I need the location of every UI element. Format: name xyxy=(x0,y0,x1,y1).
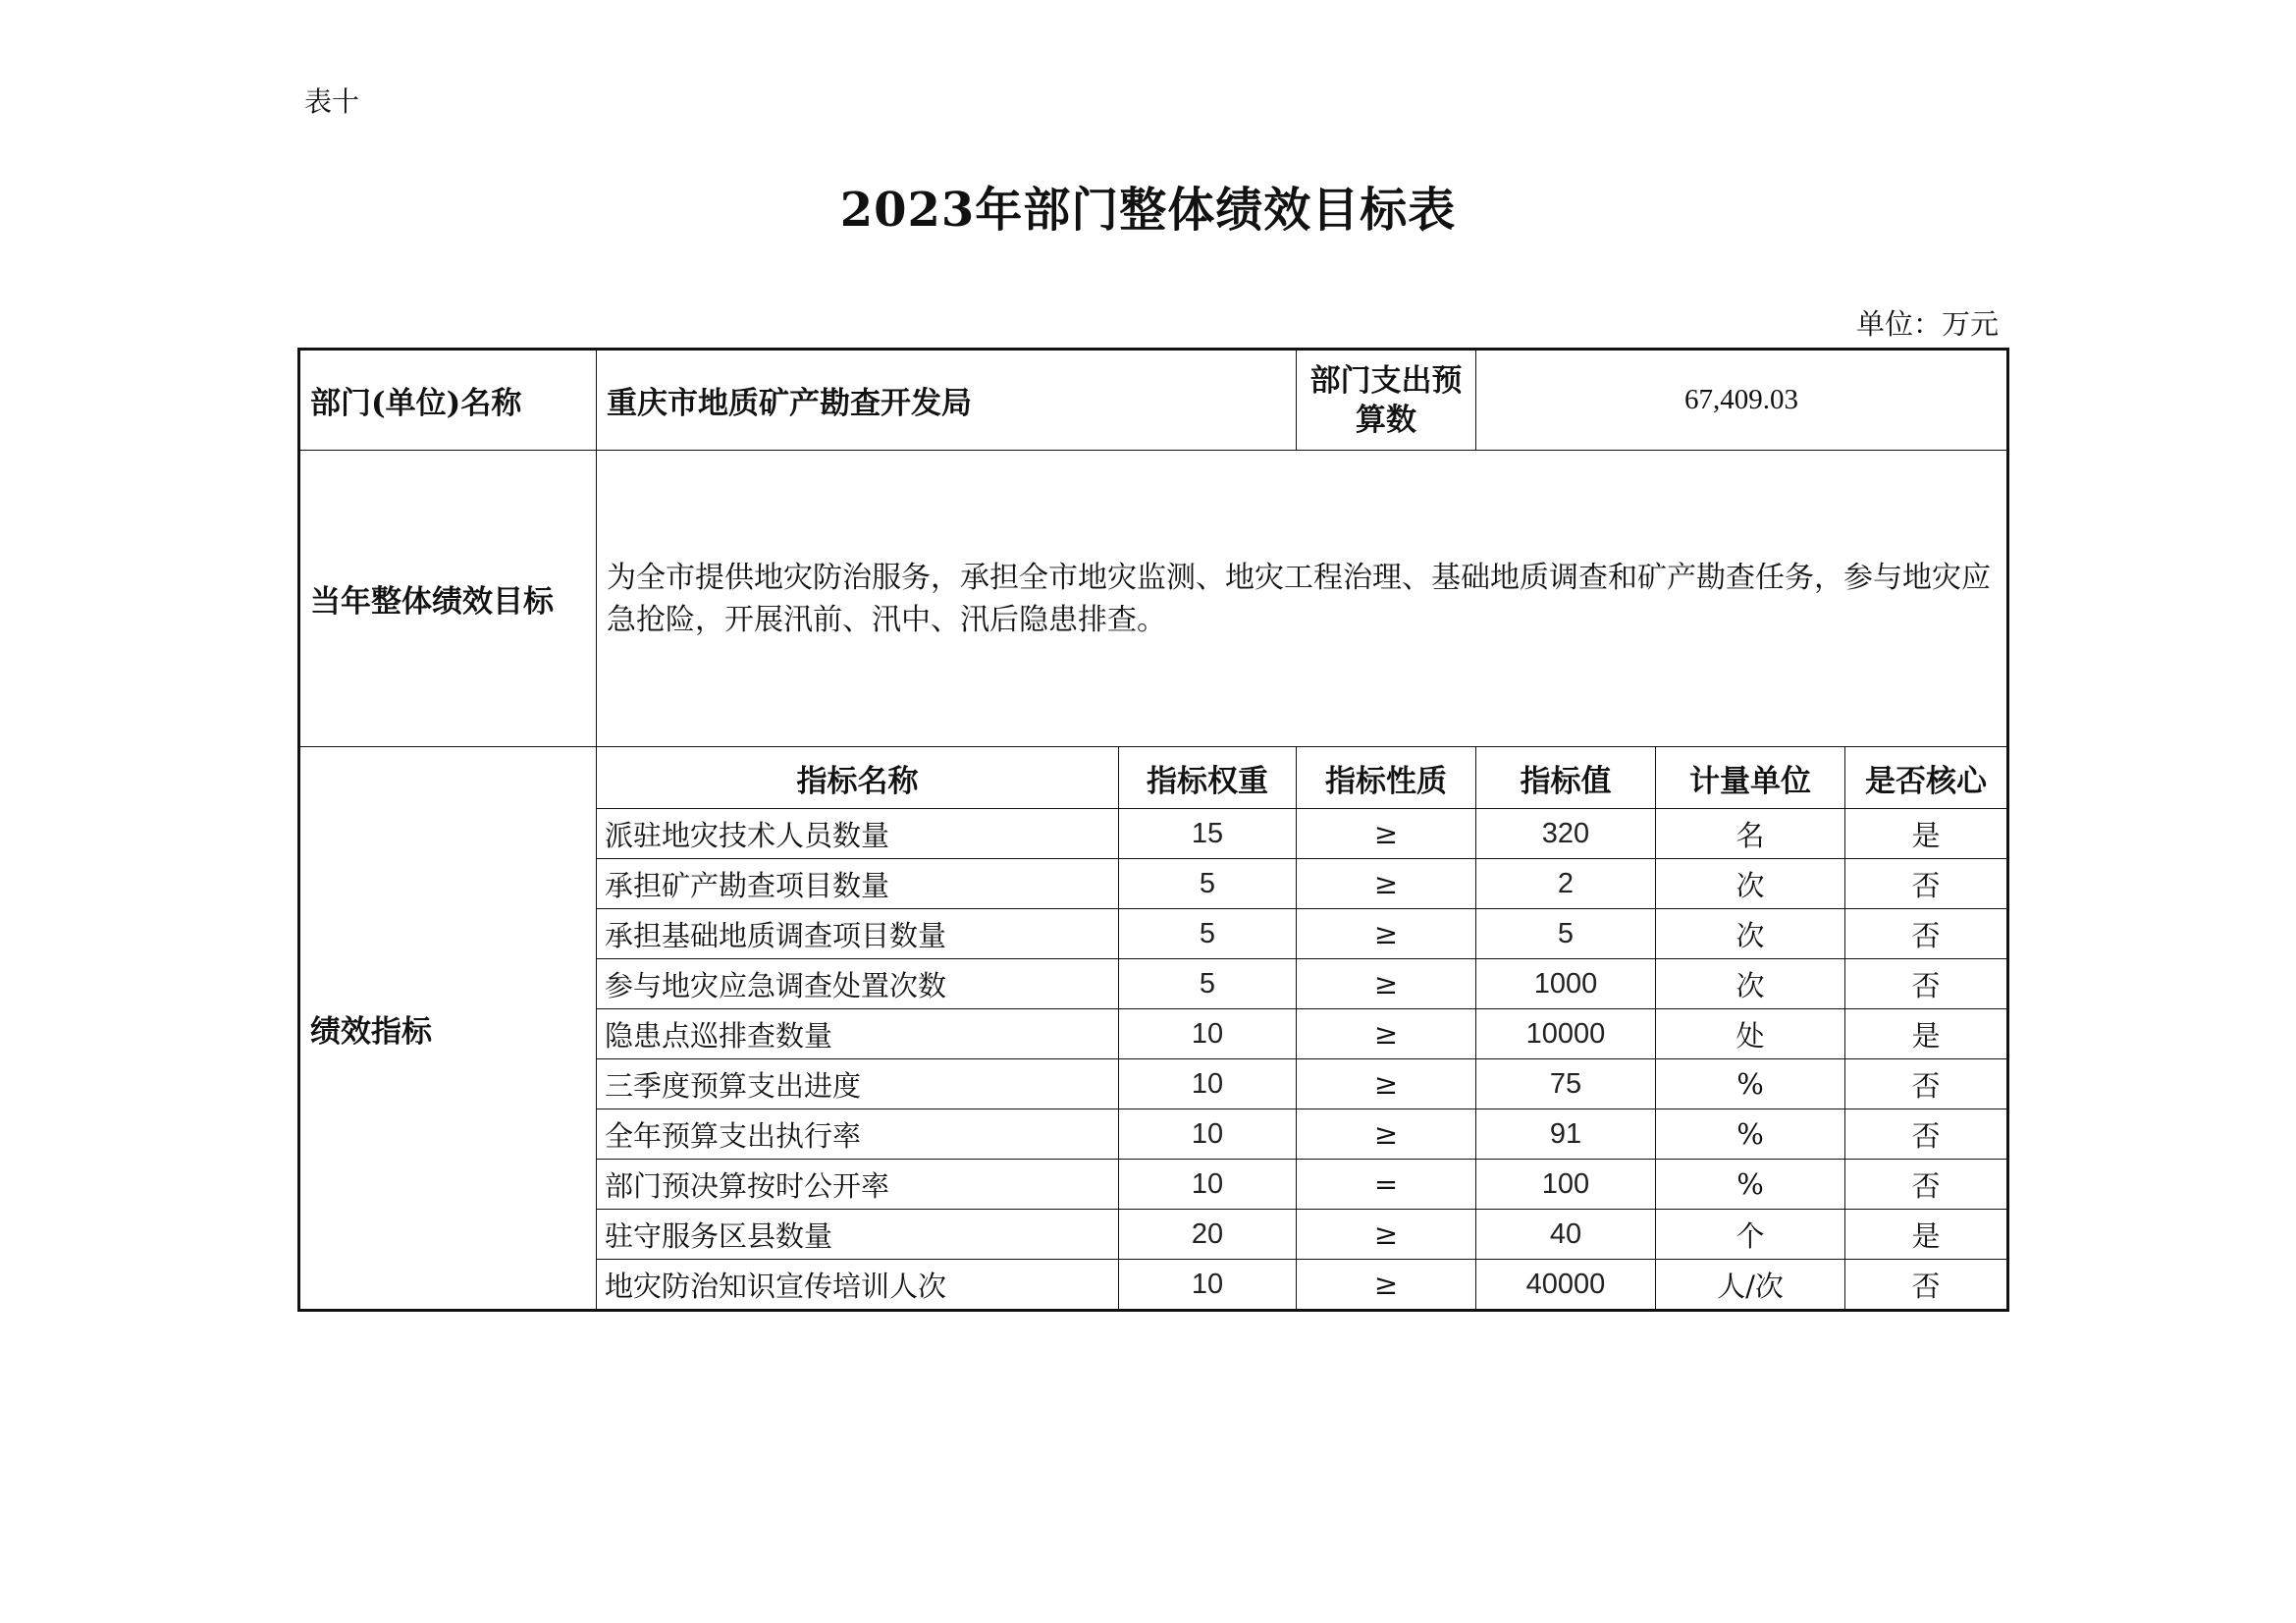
indicator-nature: ≥ xyxy=(1297,909,1476,959)
indicator-unit: 处 xyxy=(1656,1009,1845,1059)
indicator-name: 部门预决算按时公开率 xyxy=(597,1160,1119,1210)
indicator-name: 地灾防治知识宣传培训人次 xyxy=(597,1260,1119,1311)
indicator-name: 参与地灾应急调查处置次数 xyxy=(597,959,1119,1009)
header-nature: 指标性质 xyxy=(1297,747,1476,809)
indicator-unit: % xyxy=(1656,1059,1845,1109)
indicator-value: 320 xyxy=(1476,809,1656,859)
indicator-unit: 次 xyxy=(1656,959,1845,1009)
indicator-value: 91 xyxy=(1476,1109,1656,1160)
indicator-unit: 人/次 xyxy=(1656,1260,1845,1311)
indicator-header-row xyxy=(299,747,2008,809)
indicator-core: 否 xyxy=(1845,1160,2008,1210)
indicator-nature: ≥ xyxy=(1297,809,1476,859)
indicator-unit: % xyxy=(1656,1109,1845,1160)
indicator-value: 10000 xyxy=(1476,1009,1656,1059)
performance-table xyxy=(297,348,2009,1312)
indicator-nature: ≥ xyxy=(1297,859,1476,909)
indicator-unit: 个 xyxy=(1656,1210,1845,1260)
unit-note: 单位：万元 xyxy=(1855,307,1999,341)
dept-label: 部门(单位)名称 xyxy=(299,350,597,451)
indicator-nature: ≥ xyxy=(1297,1059,1476,1109)
dept-row xyxy=(299,350,2008,451)
page-label: 表十 xyxy=(304,85,360,118)
indicator-name: 承担矿产勘查项目数量 xyxy=(597,859,1119,909)
indicator-weight: 20 xyxy=(1119,1210,1297,1260)
indicator-unit: 名 xyxy=(1656,809,1845,859)
indicator-unit: % xyxy=(1656,1160,1845,1210)
goal-row xyxy=(299,451,2008,747)
indicator-unit: 次 xyxy=(1656,859,1845,909)
indicator-weight: 5 xyxy=(1119,859,1297,909)
indicator-core: 否 xyxy=(1845,959,2008,1009)
indicator-weight: 10 xyxy=(1119,1260,1297,1311)
dept-name: 重庆市地质矿产勘查开发局 xyxy=(597,350,1297,451)
indicator-weight: 10 xyxy=(1119,1009,1297,1059)
header-unit: 计量单位 xyxy=(1656,747,1845,809)
indicator-name: 派驻地灾技术人员数量 xyxy=(597,809,1119,859)
goal-text: 为全市提供地灾防治服务，承担全市地灾监测、地灾工程治理、基础地质调查和矿产勘查任务，参与地灾应急抢险，开展汛前、汛中、汛后隐患排查。 xyxy=(597,451,2008,747)
indicator-weight: 5 xyxy=(1119,959,1297,1009)
header-indicator-name: 指标名称 xyxy=(597,747,1119,809)
indicator-nature: ≥ xyxy=(1297,1210,1476,1260)
indicator-value: 75 xyxy=(1476,1059,1656,1109)
indicator-weight: 10 xyxy=(1119,1109,1297,1160)
indicator-name: 承担基础地质调查项目数量 xyxy=(597,909,1119,959)
indicator-unit: 次 xyxy=(1656,909,1845,959)
indicator-core: 否 xyxy=(1845,1059,2008,1109)
indicator-weight: 10 xyxy=(1119,1059,1297,1109)
indicator-value: 100 xyxy=(1476,1160,1656,1210)
indicator-nature: ≥ xyxy=(1297,1260,1476,1311)
indicator-core: 否 xyxy=(1845,909,2008,959)
indicator-value: 40000 xyxy=(1476,1260,1656,1311)
page-title: 2023年部门整体绩效目标表 xyxy=(839,183,1457,238)
indicator-value: 2 xyxy=(1476,859,1656,909)
budget-label: 部门支出预算数 xyxy=(1297,350,1476,451)
indicator-name: 三季度预算支出进度 xyxy=(597,1059,1119,1109)
indicator-weight: 5 xyxy=(1119,909,1297,959)
indicator-nature: ≥ xyxy=(1297,1109,1476,1160)
indicator-name: 驻守服务区县数量 xyxy=(597,1210,1119,1260)
indicator-core: 否 xyxy=(1845,859,2008,909)
indicator-value: 1000 xyxy=(1476,959,1656,1009)
header-core: 是否核心 xyxy=(1845,747,2008,809)
indicator-nature: ≥ xyxy=(1297,959,1476,1009)
indicator-core: 否 xyxy=(1845,1260,2008,1311)
indicator-nature: = xyxy=(1297,1160,1476,1210)
indicator-nature: ≥ xyxy=(1297,1009,1476,1059)
indicator-core: 是 xyxy=(1845,1210,2008,1260)
indicator-value: 5 xyxy=(1476,909,1656,959)
goal-label: 当年整体绩效目标 xyxy=(299,451,597,747)
indicator-name: 全年预算支出执行率 xyxy=(597,1109,1119,1160)
header-weight: 指标权重 xyxy=(1119,747,1297,809)
indicator-weight: 15 xyxy=(1119,809,1297,859)
indicator-core: 否 xyxy=(1845,1109,2008,1160)
header-value: 指标值 xyxy=(1476,747,1656,809)
budget-value: 67,409.03 xyxy=(1476,350,2008,451)
indicator-weight: 10 xyxy=(1119,1160,1297,1210)
indicator-core: 是 xyxy=(1845,809,2008,859)
indicator-value: 40 xyxy=(1476,1210,1656,1260)
indicators-label: 绩效指标 xyxy=(299,747,597,1311)
indicator-name: 隐患点巡排查数量 xyxy=(597,1009,1119,1059)
indicator-core: 是 xyxy=(1845,1009,2008,1059)
